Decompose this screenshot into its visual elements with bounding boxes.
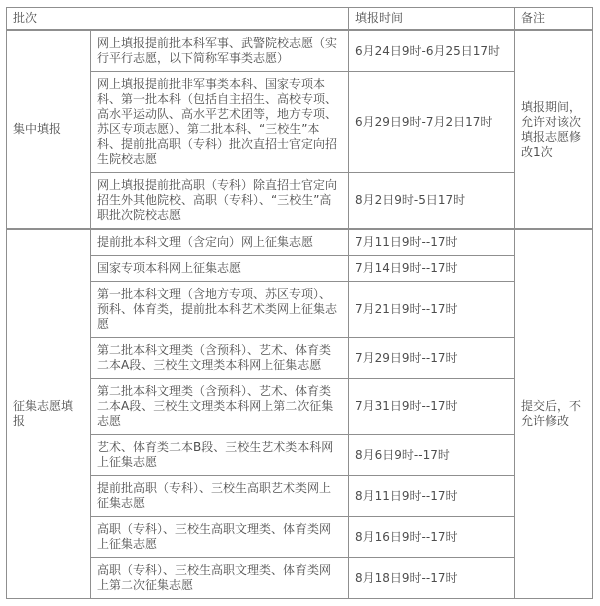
header-row (7, 8, 593, 31)
table-row (7, 282, 593, 338)
col-header-note: 备注 (515, 8, 593, 31)
desc-cell: 第二批本科文理类（含预科）、艺术、体育类二本A段、三校生文理类本科网上征集志愿 (91, 338, 349, 379)
table-row (7, 435, 593, 476)
table-row (7, 256, 593, 282)
table-row (7, 379, 593, 435)
note-cell: 填报期间，允许对该次填报志愿修改1次 (515, 30, 593, 229)
time-cell: 8月6日9时--17时 (349, 435, 515, 476)
time-cell: 7月14日9时--17时 (349, 256, 515, 282)
table-row (7, 173, 593, 230)
time-cell: 7月11日9时--17时 (349, 229, 515, 256)
batch-section-label: 征集志愿填报 (7, 229, 91, 599)
schedule-table (6, 7, 593, 599)
desc-cell: 国家专项本科网上征集志愿 (91, 256, 349, 282)
desc-cell: 提前批高职（专科）、三校生高职艺术类网上征集志愿 (91, 476, 349, 517)
time-cell: 8月2日9时-5日17时 (349, 173, 515, 230)
time-cell: 6月24日9时-6月25日17时 (349, 30, 515, 72)
desc-cell: 第二批本科文理类（含预科）、艺术、体育类二本A段、三校生文理类本科网上第二次征集志愿 (91, 379, 349, 435)
desc-cell: 网上填报提前批非军事类本科、国家专项本科、第一批本科（包括自主招生、高校专项、高水平运动队、高水平艺术团等，地方专项、苏区专项志愿）、第二批本科、“三校生”本科、提前批高职（专科）批次直招士官定向招生院校志愿 (91, 72, 349, 173)
time-cell: 7月31日9时--17时 (349, 379, 515, 435)
desc-cell: 高职（专科）、三校生高职文理类、体育类网上第二次征集志愿 (91, 558, 349, 599)
table-row (7, 30, 593, 72)
time-cell: 6月29日9时-7月2日17时 (349, 72, 515, 173)
table-body (7, 30, 593, 599)
time-cell: 8月11日9时--17时 (349, 476, 515, 517)
time-cell: 8月16日9时--17时 (349, 517, 515, 558)
note-cell: 提交后，不允许修改 (515, 229, 593, 599)
table-row (7, 517, 593, 558)
desc-cell: 第一批本科文理（含地方专项、苏区专项）、预科、体育类，提前批本科艺术类网上征集志愿 (91, 282, 349, 338)
table-row (7, 476, 593, 517)
table-row (7, 338, 593, 379)
col-header-time: 填报时间 (349, 8, 515, 31)
desc-cell: 网上填报提前批高职（专科）除直招士官定向招生外其他院校、高职（专科）、“三校生”高职批次院校志愿 (91, 173, 349, 230)
table-row (7, 229, 593, 256)
table-row (7, 72, 593, 173)
desc-cell: 网上填报提前批本科军事、武警院校志愿（实行平行志愿，以下简称军事类志愿） (91, 30, 349, 72)
table-row (7, 558, 593, 599)
desc-cell: 高职（专科）、三校生高职文理类、体育类网上征集志愿 (91, 517, 349, 558)
time-cell: 7月29日9时--17时 (349, 338, 515, 379)
desc-cell: 艺术、体育类二本B段、三校生艺术类本科网上征集志愿 (91, 435, 349, 476)
col-header-batch: 批次 (7, 8, 349, 31)
desc-cell: 提前批本科文理（含定向）网上征集志愿 (91, 229, 349, 256)
batch-section-label: 集中填报 (7, 30, 91, 229)
time-cell: 8月18日9时--17时 (349, 558, 515, 599)
time-cell: 7月21日9时--17时 (349, 282, 515, 338)
